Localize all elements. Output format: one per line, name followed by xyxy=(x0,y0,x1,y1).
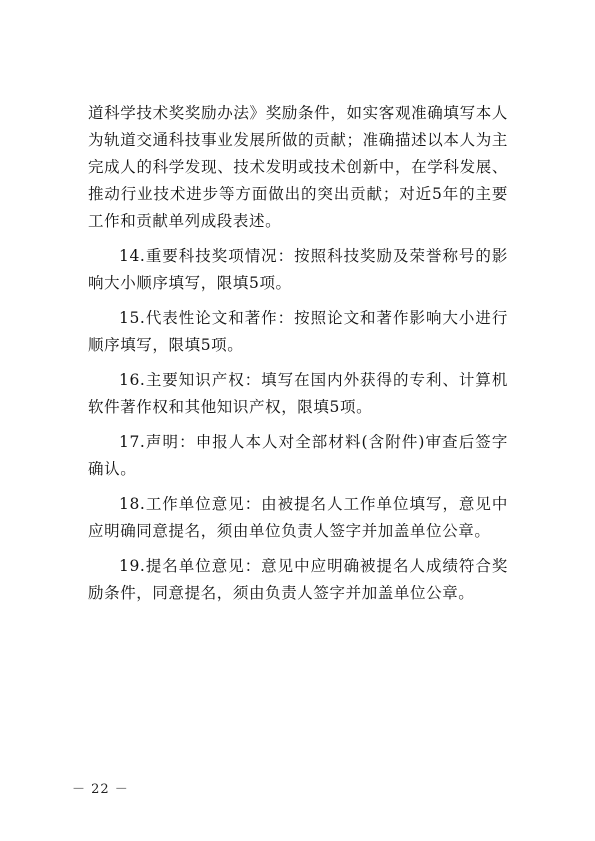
paragraph-item-18: 18.工作单位意见：由被提名人工作单位填写，意见中应明确同意提名，须由单位负责人签字并加盖单位公章。 xyxy=(88,495,508,540)
body-text xyxy=(88,100,508,607)
paragraph-item-14: 14.重要科技奖项情况：按照科技奖励及荣誉称号的影响大小顺序填写，限填5项。 xyxy=(88,247,508,292)
paragraph-continuation: 道科学技术奖奖励办法》奖励条件，如实客观准确填写本人为轨道交通科技事业发展所做的贡献；准确描述以本人为主完成人的科学发现、技术发明或技术创新中，在学科发展、推动行业技术进步等方面做出的突出贡献；对近5年的主要工作和贡献单列成段表述。 xyxy=(88,104,508,230)
page-number: － 22 － xyxy=(72,782,129,797)
paragraph-item-17: 17.声明：申报人本人对全部材料(含附件)审查后签字确认。 xyxy=(88,433,508,478)
paragraph-item-15: 15.代表性论文和著作：按照论文和著作影响大小进行顺序填写，限填5项。 xyxy=(88,309,508,354)
paragraph-item-19: 19.提名单位意见：意见中应明确被提名人成绩符合奖励条件，同意提名，须由负责人签字并加盖单位公章。 xyxy=(88,557,508,602)
paragraph-item-16: 16.主要知识产权：填写在国内外获得的专利、计算机软件著作权和其他知识产权，限填5项。 xyxy=(88,371,508,416)
